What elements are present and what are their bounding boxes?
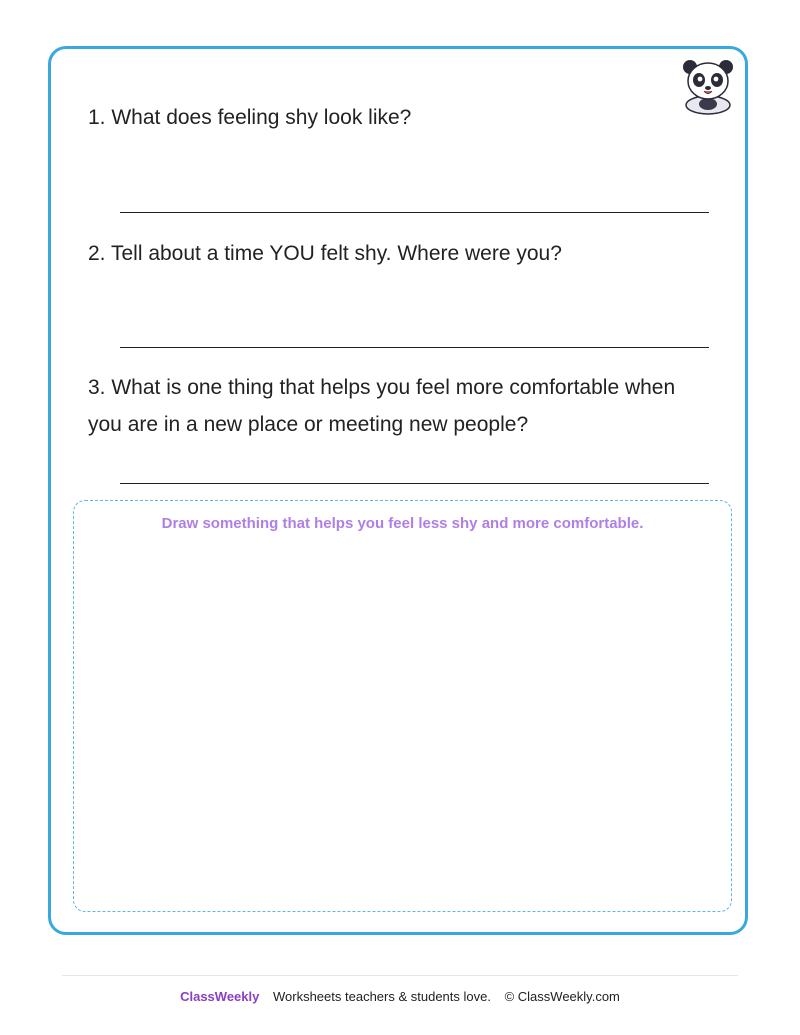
question-3: 3. What is one thing that helps you feel more comfortable when you are in a new place or meeting new people? bbox=[88, 376, 676, 436]
footer-divider bbox=[62, 975, 738, 976]
footer-brand: ClassWeekly bbox=[180, 989, 260, 1004]
answer-line-2 bbox=[120, 347, 709, 348]
panda-icon bbox=[680, 55, 736, 115]
question-1: 1. What does feeling shy look like? bbox=[88, 106, 412, 129]
answer-line-3 bbox=[120, 483, 709, 484]
footer bbox=[0, 989, 800, 1004]
answer-line-1 bbox=[120, 212, 709, 213]
footer-tagline: Worksheets teachers & students love. bbox=[272, 989, 491, 1004]
drawing-prompt: Draw something that helps you feel less shy and more comfortable. bbox=[161, 515, 644, 532]
question-2: 2. Tell about a time YOU felt shy. Where were you? bbox=[88, 242, 562, 265]
footer-copyright: © ClassWeekly.com bbox=[504, 989, 620, 1004]
drawing-area[interactable] bbox=[73, 500, 732, 912]
